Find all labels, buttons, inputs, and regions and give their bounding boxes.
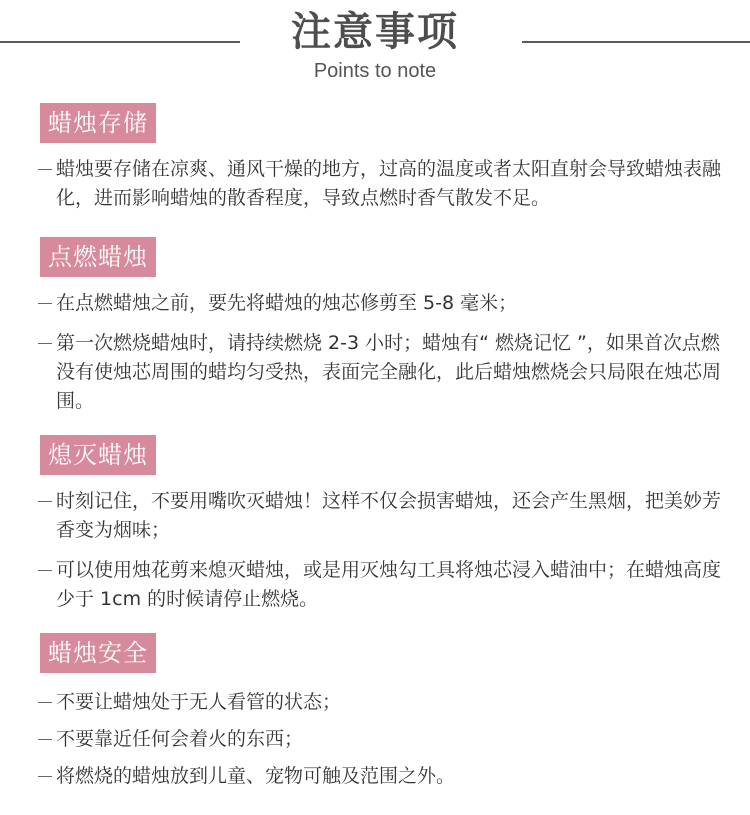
- section-label: 熄灭蜡烛: [40, 435, 156, 475]
- item-list: [36, 155, 726, 224]
- list-item: [36, 487, 726, 545]
- section-label: 蜡烛存储: [40, 103, 156, 143]
- list-item: [36, 725, 726, 754]
- item-text: 时刻记住，不要用嘴吹灭蜡烛！这样不仅会损害蜡烛，还会产生黑烟，把美妙芳香变为烟味；: [56, 490, 722, 541]
- dash-bullet: [38, 169, 52, 170]
- list-item: [36, 329, 726, 416]
- item-text: 可以使用烛花剪来熄灭蜡烛，或是用灭烛勾工具将烛芯浸入蜡油中；在蜡烛高度少于 1cm 的时候请停止燃烧。: [56, 559, 722, 610]
- item-list: [36, 289, 726, 427]
- page-title: 注意事项: [291, 9, 459, 55]
- item-text: 在点燃蜡烛之前，要先将蜡烛的烛芯修剪至 5-8 毫米；: [56, 292, 518, 314]
- item-text: 不要靠近任何会着火的东西；: [56, 728, 304, 750]
- list-item: [36, 155, 726, 213]
- dash-bullet: [38, 776, 52, 777]
- page-subtitle: Points to note: [313, 60, 437, 82]
- item-text: 第一次燃烧蜡烛时，请持续燃烧 2-3 小时；蜡烛有“ 燃烧记忆 ”，如果首次点燃没有使烛芯周围的蜡均匀受热，表面完全融化，此后蜡烛燃烧会只局限在烛芯周围。: [56, 332, 722, 412]
- dash-bullet: [38, 501, 52, 502]
- item-list: [36, 688, 726, 791]
- dash-bullet: [38, 739, 52, 740]
- item-text: 将燃烧的蜡烛放到儿童、宠物可触及范围之外。: [56, 765, 456, 787]
- section-label: 点燃蜡烛: [40, 237, 156, 277]
- dash-bullet: [38, 343, 52, 344]
- item-list: [36, 487, 726, 625]
- dash-bullet: [38, 570, 52, 571]
- item-text: 蜡烛要存储在凉爽、通风干燥的地方，过高的温度或者太阳直射会导致蜡烛表融化，进而影响蜡烛的散香程度，导致点燃时香气散发不足。: [56, 158, 722, 209]
- list-item: [36, 762, 726, 791]
- dash-bullet: [38, 702, 52, 703]
- section-label: 蜡烛安全: [40, 633, 156, 673]
- dash-bullet: [38, 303, 52, 304]
- list-item: [36, 688, 726, 717]
- list-item: [36, 556, 726, 614]
- list-item: [36, 289, 726, 318]
- page-header: [0, 0, 750, 95]
- item-text: 不要让蜡烛处于无人看管的状态；: [56, 691, 342, 713]
